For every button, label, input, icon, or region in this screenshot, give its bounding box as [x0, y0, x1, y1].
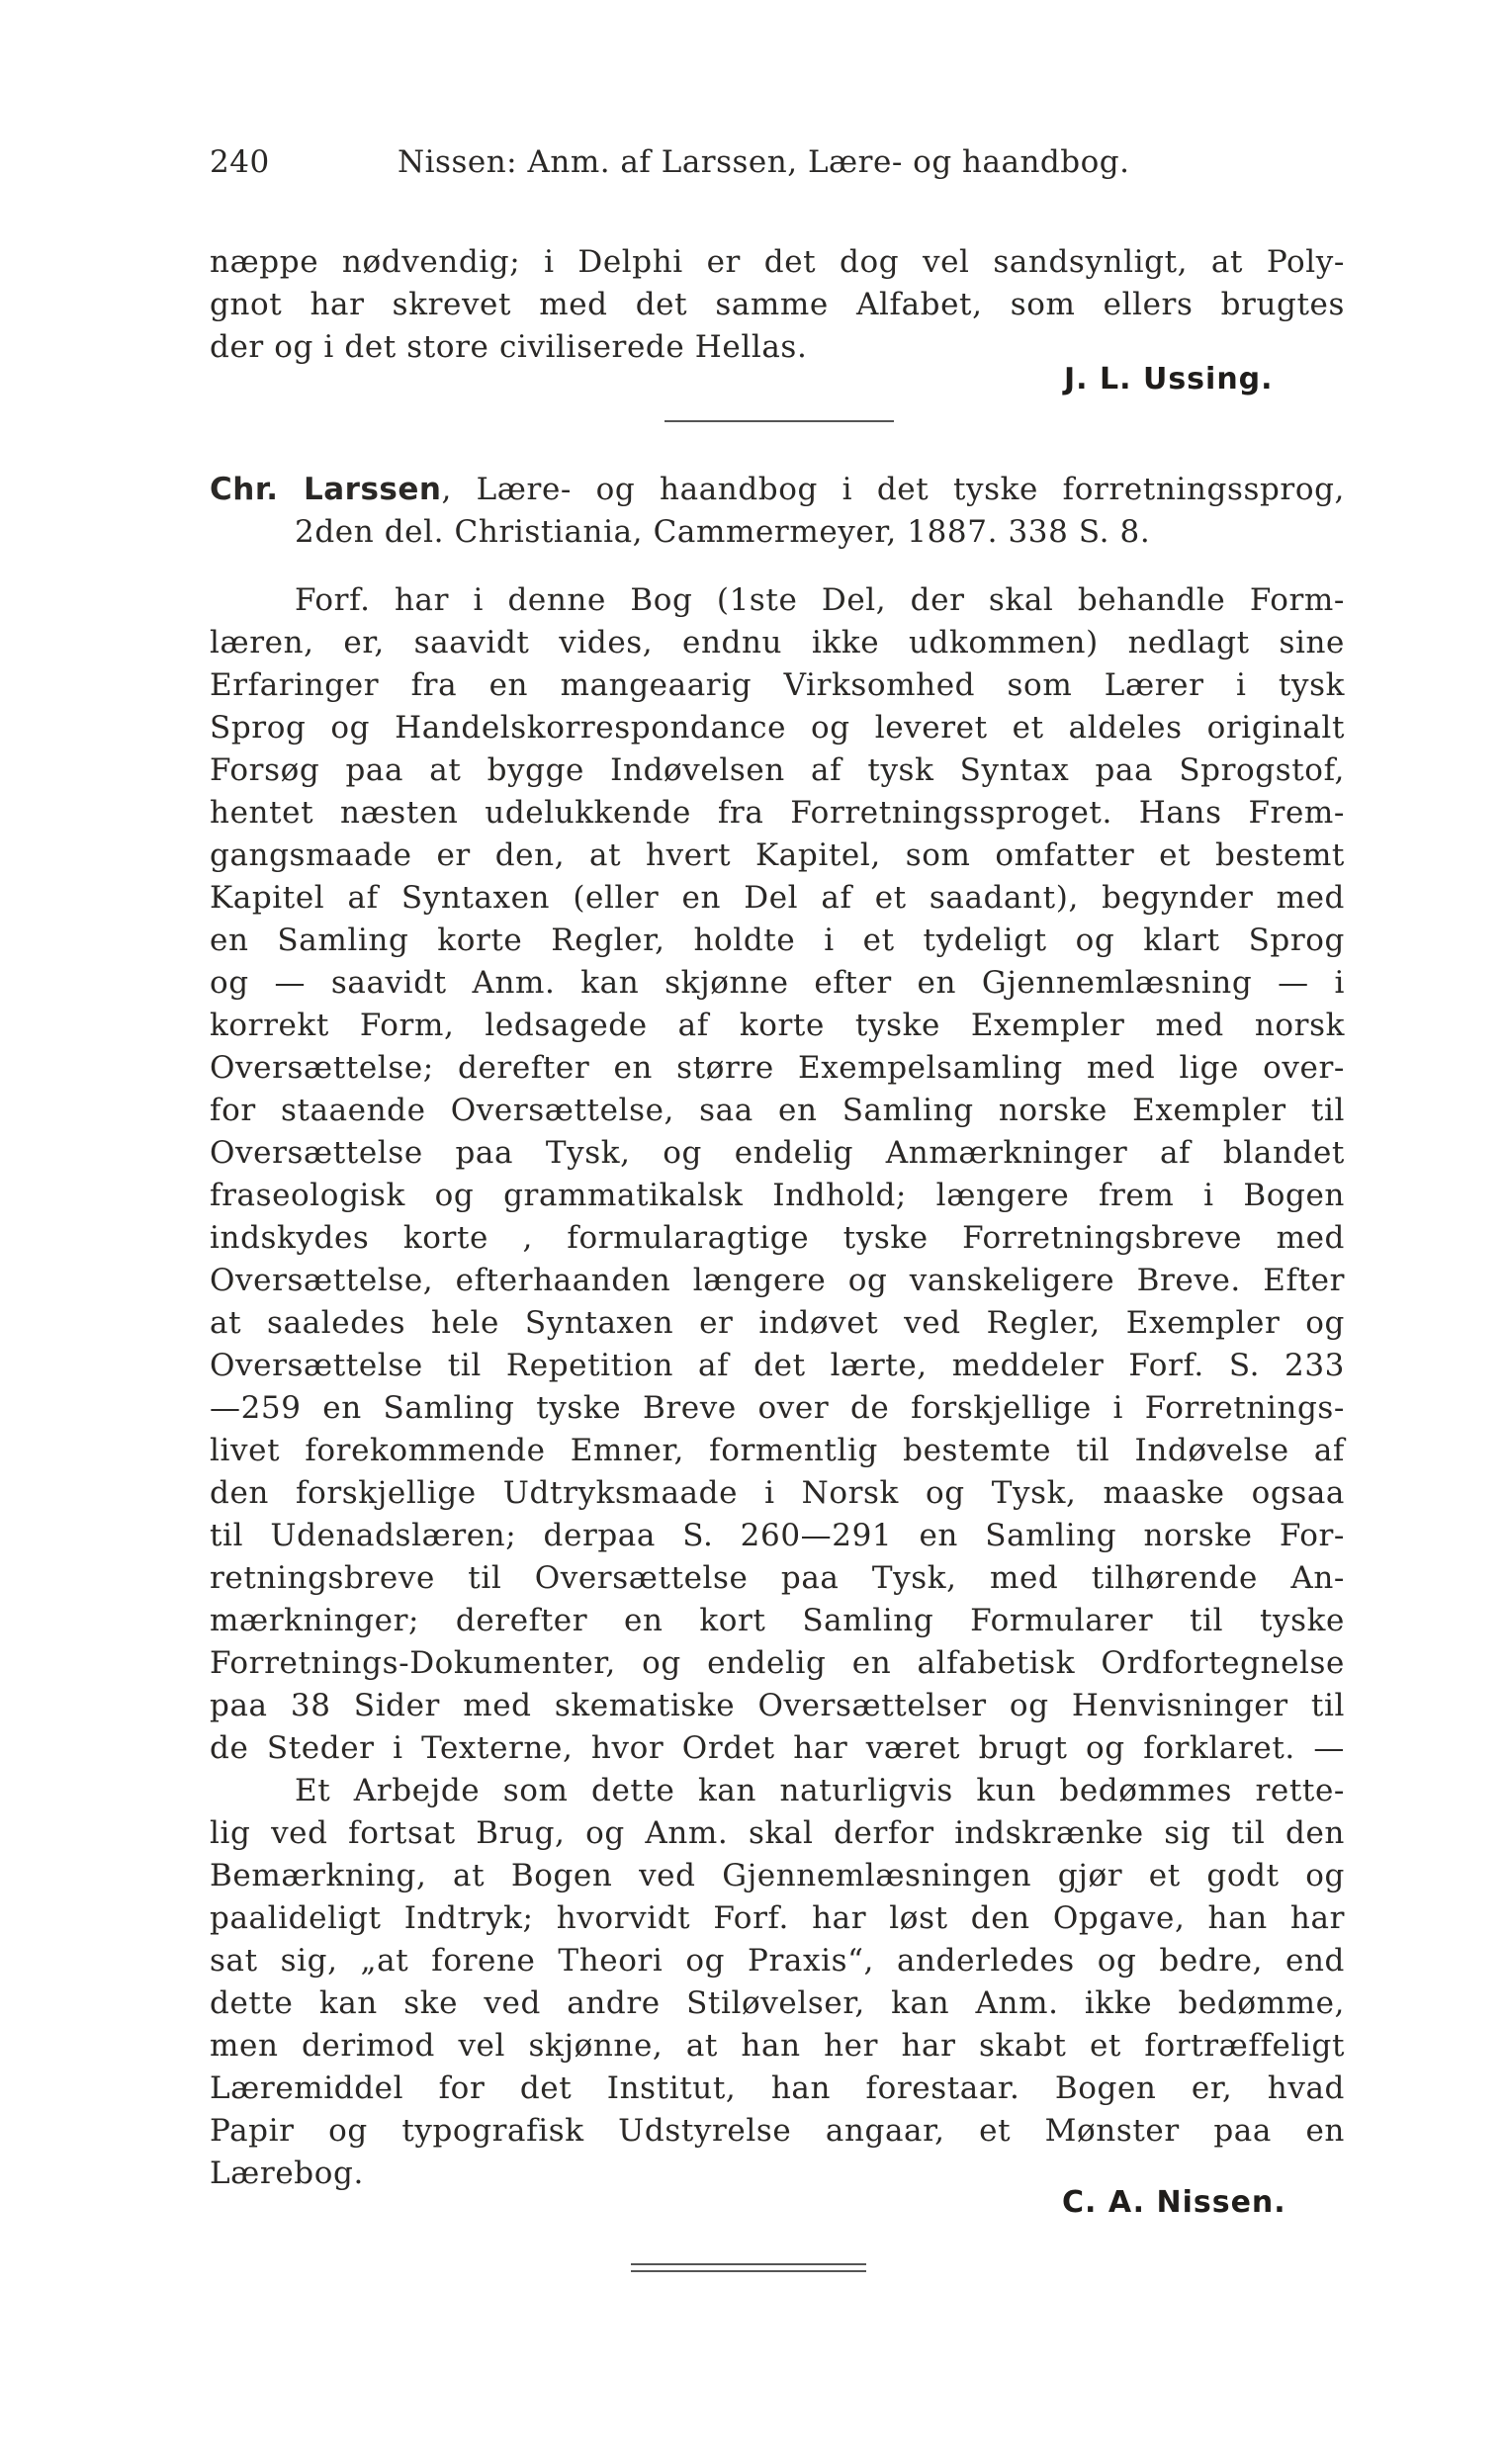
previous-article-ending — [210, 241, 1345, 369]
text-line: en Samling korte Regler, holdte i et tydeligt og klart Sprog — [210, 923, 1345, 958]
text-line: Oversættelse, efterhaanden længere og vanskeligere Breve. Efter — [210, 1263, 1345, 1298]
review-publication-line: 2den del. Christiania, Cammermeyer, 1887. 338 S. 8. — [295, 514, 1151, 550]
text-line: Forsøg paa at bygge Indøvelsen af tysk Syntax paa Sprogstof, — [210, 752, 1345, 788]
text-line: Bemærkning, at Bogen ved Gjennemlæsningen gjør et godt og — [210, 1858, 1345, 1893]
text-line: Forretnings-Dokumenter, og endelig en alfabetisk Ordfortegnelse — [210, 1645, 1345, 1681]
review-paragraph-1 — [210, 579, 1345, 1770]
text-line: Læremiddel for det Institut, han forestaar. Bogen er, hvad — [210, 2070, 1345, 2106]
text-line: næppe nødvendig; i Delphi er det dog vel sandsynligt, at Poly- — [210, 244, 1345, 280]
text-line: fraseologisk og grammatikalsk Indhold; længere frem i Bogen — [210, 1178, 1345, 1213]
text-line: retningsbreve til Oversættelse paa Tysk, med tilhørende An- — [210, 1560, 1345, 1596]
text-line: de Steder i Texterne, hvor Ordet har været brugt og forklaret. — — [210, 1730, 1345, 1766]
text-line: lig ved fortsat Brug, og Anm. skal derfor indskrænke sig til den — [210, 1815, 1345, 1851]
text-line: Oversættelse; derefter en større Exempelsamling med lige over- — [210, 1050, 1345, 1086]
text-line: Sprog og Handelskorrespondance og leveret et aldeles originalt — [210, 710, 1345, 746]
text-line: læren, er, saavidt vides, endnu ikke udkommen) nedlagt sine — [210, 625, 1345, 660]
text-line: og — saavidt Anm. kan skjønne efter en Gjennemlæsning — i — [210, 965, 1345, 1001]
review-paragraph-2 — [210, 1770, 1345, 2195]
text-line: mærkninger; derefter en kort Samling Formularer til tyske — [210, 1603, 1345, 1638]
signature-ussing: J. L. Ussing. — [1064, 362, 1274, 396]
text-line: korrekt Form, ledsagede af korte tyske Exempler med norsk — [210, 1008, 1345, 1043]
signature-nissen: C. A. Nissen. — [1062, 2185, 1286, 2220]
text-line: Papir og typografisk Udstyrelse angaar, et Mønster paa en — [210, 2113, 1345, 2149]
text-line: dette kan ske ved andre Stiløvelser, kan Anm. ikke bedømme, — [210, 1985, 1345, 2021]
end-rule-bottom — [631, 2270, 866, 2272]
text-line: Oversættelse paa Tysk, og endelig Anmærkninger af blandet — [210, 1135, 1345, 1171]
text-line: den forskjellige Udtryksmaade i Norsk og Tysk, maaske ogsaa — [210, 1475, 1345, 1511]
text-line: Erfaringer fra en mangeaarig Virksomhed som Lærer i tysk — [210, 667, 1345, 703]
text-line: Oversættelse til Repetition af det lærte, meddeler Forf. S. 233 — [210, 1348, 1345, 1383]
text-line: Kapitel af Syntaxen (eller en Del af et saadant), begynder med — [210, 880, 1345, 916]
text-line: Et Arbejde som dette kan naturligvis kun bedømmes rette- — [295, 1773, 1345, 1808]
text-line: hentet næsten udelukkende fra Forretningssproget. Hans Frem- — [210, 795, 1345, 831]
text-line: til Udenadslæren; derpaa S. 260—291 en Samling norske For- — [210, 1518, 1345, 1553]
text-line: der og i det store civiliserede Hellas. — [210, 329, 808, 365]
review-title-line — [210, 469, 1345, 511]
text-line: men derimod vel skjønne, at han her har skabt et fortræffeligt — [210, 2028, 1345, 2064]
review-heading — [210, 469, 1345, 554]
text-line: livet forekommende Emner, formentlig bestemte til Indøvelse af — [210, 1433, 1345, 1468]
text-line: indskydes korte , formularagtige tyske Forretningsbreve med — [210, 1220, 1345, 1256]
running-title: Nissen: Anm. af Larssen, Lære- og haandbog. — [398, 144, 1130, 180]
text-line: at saaledes hele Syntaxen er indøvet ved Regler, Exempler og — [210, 1305, 1345, 1341]
text-line: Forf. har i denne Bog (1ste Del, der skal behandle Form- — [295, 582, 1345, 618]
text-line: paa 38 Sider med skematiske Oversættelser og Henvisninger til — [210, 1688, 1345, 1723]
end-rule-top — [631, 2263, 866, 2265]
reviewed-author: Chr. Larssen — [210, 472, 442, 507]
text-line: —259 en Samling tyske Breve over de forskjellige i Forretnings- — [210, 1390, 1345, 1426]
page-number: 240 — [210, 144, 270, 180]
text-line: gangsmaade er den, at hvert Kapitel, som omfatter et bestemt — [210, 837, 1345, 873]
text-line: sat sig, „at forene Theori og Praxis“, anderledes og bedre, end — [210, 1943, 1345, 1979]
text-line: Lærebog. — [210, 2156, 364, 2191]
reviewed-title: , Lære- og haandbog i det tyske forretningssprog, — [441, 472, 1345, 507]
running-header — [210, 144, 1129, 180]
text-line: for staaende Oversættelse, saa en Samling norske Exempler til — [210, 1093, 1345, 1128]
section-divider — [664, 420, 894, 422]
text-line: paalideligt Indtryk; hvorvidt Forf. har løst den Opgave, han har — [210, 1900, 1345, 1936]
text-line: gnot har skrevet med det samme Alfabet, som ellers brugtes — [210, 287, 1345, 322]
